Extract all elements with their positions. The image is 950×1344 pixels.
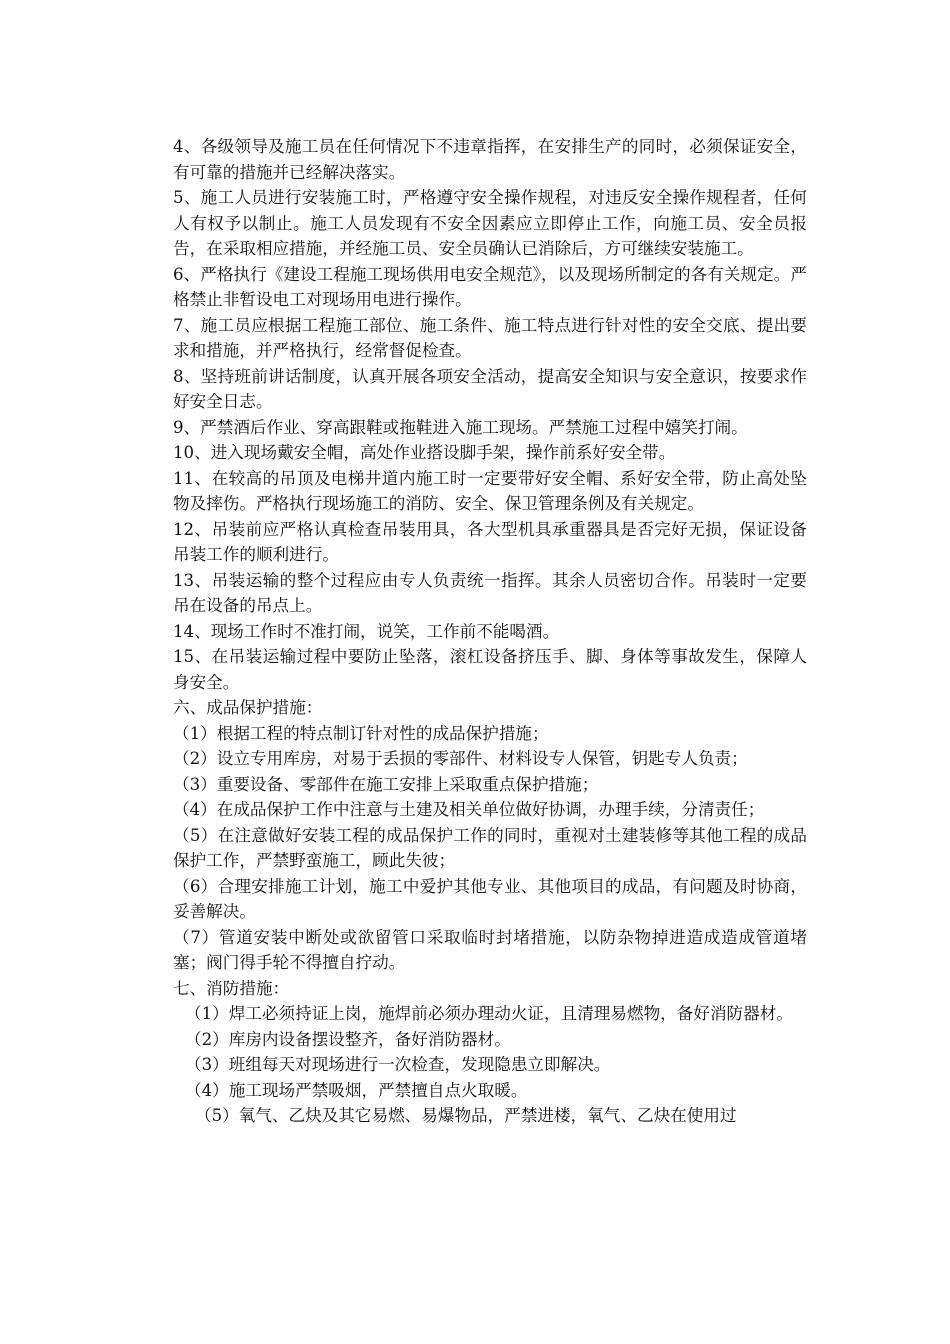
protection-item-1: （1）根据工程的特点制订针对性的成品保护措施； [173, 723, 549, 743]
protection-item-4: （4）在成品保护工作中注意与土建及相关单位做好协调，办理手续，分清责任； [173, 800, 765, 819]
document-body [173, 134, 807, 1129]
fire-item-4: （4）施工现场严禁吸烟，严禁擅自点火取暖。 [185, 1080, 528, 1100]
section-heading-product-protection: 六、成品保护措施： [173, 698, 323, 717]
paragraph-item-7: 7、施工员应根据工程施工部位、施工条件、施工特点进行针对性的安全交底、提出要求和措施，并严格执行，经常督促检查。 [173, 315, 807, 360]
fire-item-3: （3）班组每天对现场进行一次检查，发现隐患立即解决。 [185, 1055, 611, 1074]
paragraph-item-12: 12、吊装前应严格认真检查吊装用具，各大型机具承重器具是否完好无损，保证设备吊装工作的顺利进行。 [173, 519, 807, 564]
paragraph-item-4: 4、各级领导及施工员在任何情况下不违章指挥，在安排生产的同时，必须保证安全，有可靠的措施并已经解决落实。 [173, 137, 807, 182]
protection-item-7: （7）管道安装中断处或欲留管口采取临时封堵措施，以防杂物掉进造成造成管道堵塞；阀门得手轮不得擅自拧动。 [173, 927, 807, 972]
paragraph-item-10: 10、进入现场戴安全帽，高处作业搭设脚手架，操作前系好安全带。 [173, 443, 676, 462]
paragraph-item-5: 5、施工人员进行安装施工时，严格遵守安全操作规程，对违反安全操作规程者，任何人有权予以制止。施工人员发现有不安全因素应立即停止工作，向施工员、安全员报告，在采取相应措施，并经施工员、安全员确认已消除后，方可继续安装施工。 [173, 188, 807, 258]
paragraph-item-9: 9、严禁酒后作业、穿高跟鞋或拖鞋进入施工现场。严禁施工过程中嬉笑打闹。 [173, 417, 748, 437]
fire-item-1: （1）焊工必须持证上岗，施焊前必须办理动火证，且清理易燃物，备好消防器材。 [185, 1004, 793, 1023]
protection-item-6: （6）合理安排施工计划，施工中爱护其他专业、其他项目的成品，有问题及时协商，妥善解决。 [173, 876, 807, 921]
paragraph-item-11: 11、在较高的吊顶及电梯井道内施工时一定要带好安全帽、系好安全带，防止高处坠物及摔伤。严格执行现场施工的消防、安全、保卫管理条例及有关规定。 [173, 468, 807, 513]
paragraph-item-6: 6、严格执行《建设工程施工现场供用电安全规范》，以及现场所制定的各有关规定。严格禁止非暂设电工对现场用电进行操作。 [173, 264, 807, 309]
fire-item-2: （2）库房内设备摆设整齐，备好消防器材。 [185, 1029, 511, 1049]
protection-item-5: （5）在注意做好安装工程的成品保护工作的同时，重视对土建装修等其他工程的成品保护工作，严禁野蛮施工，顾此失彼； [173, 825, 807, 870]
paragraph-item-8: 8、坚持班前讲话制度，认真开展各项安全活动，提高安全知识与安全意识，按要求作好安全日志。 [173, 366, 807, 411]
fire-item-5: （5）氧气、乙炔及其它易燃、易爆物品，严禁进楼，氧气、乙炔在使用过 [195, 1106, 737, 1125]
paragraph-item-15: 15、在吊装运输过程中要防止坠落，滚杠设备挤压手、脚、身体等事故发生，保障人身安全。 [173, 647, 807, 692]
protection-item-2: （2）设立专用库房，对易于丢损的零部件、材料设专人保管，钥匙专人负责； [173, 749, 748, 768]
paragraph-item-14: 14、现场工作时不准打闹，说笑，工作前不能喝酒。 [173, 621, 560, 641]
section-heading-fire-protection: 七、消防措施： [173, 978, 290, 998]
paragraph-item-13: 13、吊装运输的整个过程应由专人负责统一指挥。其余人员密切合作。吊装时一定要吊在设备的吊点上。 [173, 570, 807, 615]
protection-item-3: （3）重要设备、零部件在施工安排上采取重点保护措施； [173, 774, 599, 794]
